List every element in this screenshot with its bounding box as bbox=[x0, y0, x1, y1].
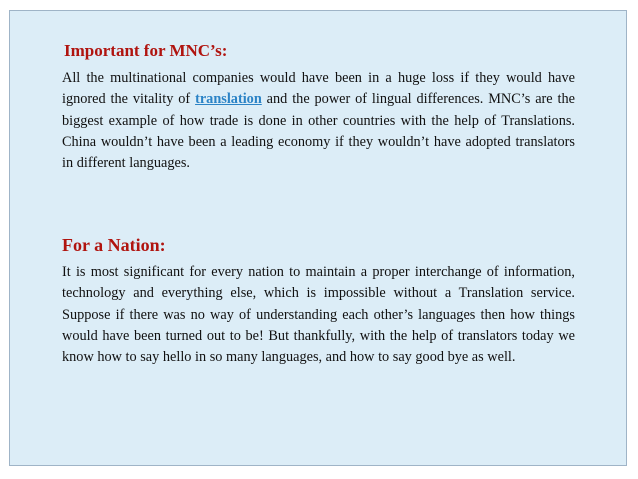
section-heading-nation: For a Nation: bbox=[62, 235, 166, 255]
translation-link[interactable]: translation bbox=[195, 91, 262, 108]
paragraph-text-start: All the multinational companies would have been in a huge loss if they would have ignored the vitality of bbox=[62, 70, 575, 108]
section-paragraph-mnc bbox=[62, 68, 575, 174]
section-paragraph-nation: It is most significant for every nation to maintain a proper interchange of information, technology and everything else, which is impossible without a Translation service. Suppose if there was no way of understanding each other’s languages then how things would have been turned out to be! But thankfully, with the help of translators today we know how to say hello in so many languages, and how to say good bye as well. bbox=[62, 264, 575, 366]
section-heading-mnc: Important for MNC’s: bbox=[64, 41, 228, 60]
paragraph-text-end: and the power of lingual differences. MNC’s are the biggest example of how trade is done in other countries with the help of Translations. China wouldn’t have been a leading economy if they wouldn’t have adopted translators in different languages. bbox=[62, 91, 575, 172]
